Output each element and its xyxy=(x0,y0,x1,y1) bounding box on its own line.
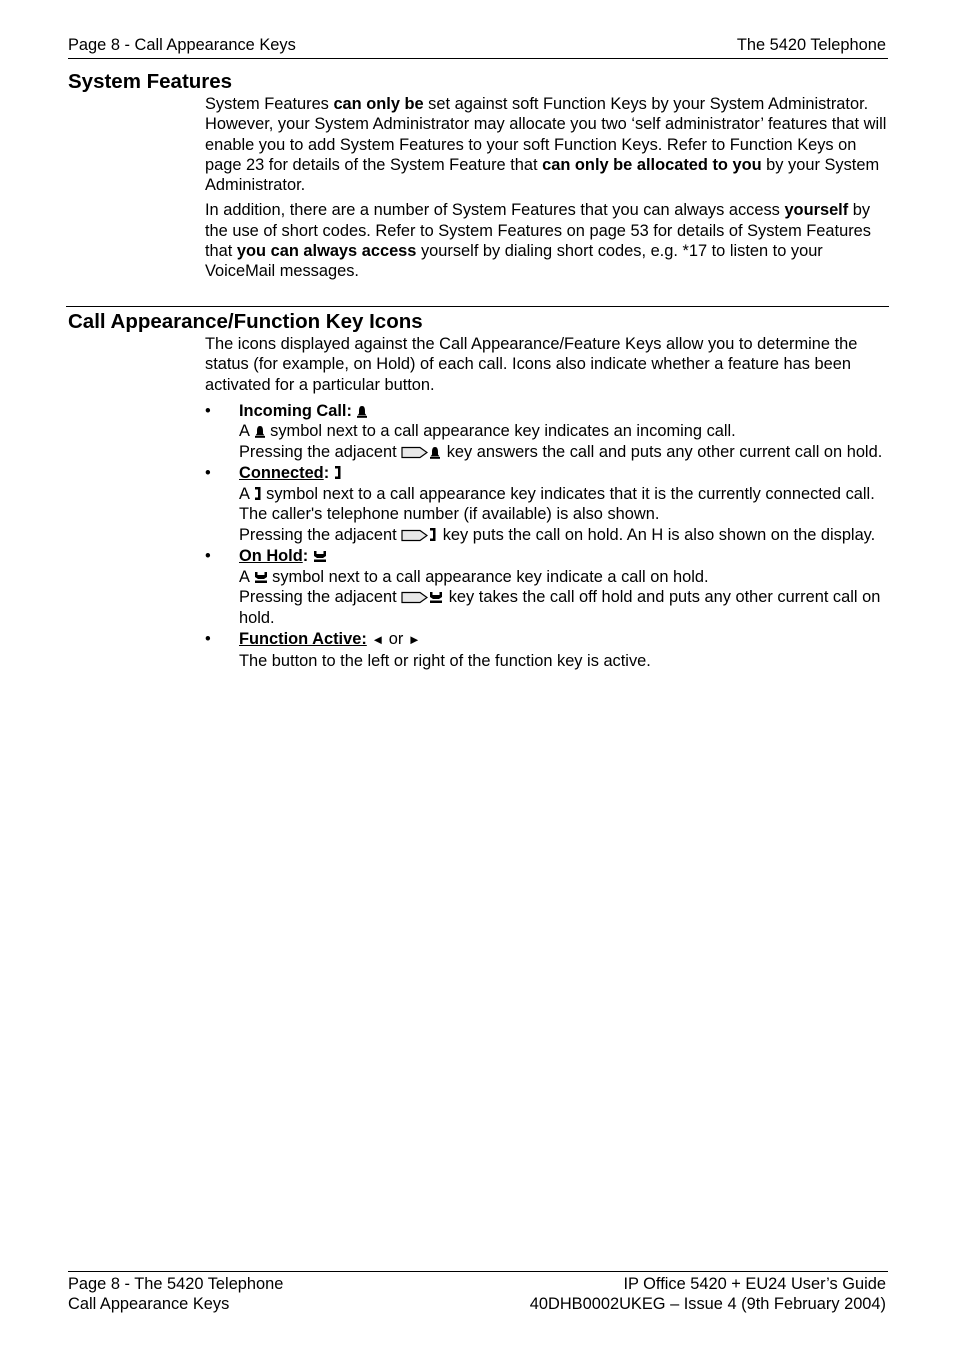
footer-right-2: 40DHB0002UKEG – Issue 4 (9th February 2004) xyxy=(529,1295,886,1313)
list-item-incoming-call: • Incoming Call: A symbol next to a call appearance key indicates an incoming call. Pressing the adjacent key answers the call and puts any other current call on hold. xyxy=(205,401,883,461)
list-item-connected: • Connected: A symbol next to a call appearance key indicates that it is the currently connected call. The caller's telephone number (if available) is also shown. Pressing the adjacent key puts the call on hold. An H is also shown on the display. xyxy=(205,464,876,544)
bullet: • xyxy=(205,401,211,420)
right-arrow-icon: ► xyxy=(407,632,421,648)
left-arrow-icon: ◄ xyxy=(371,632,385,648)
function-active-label: Function Active: xyxy=(239,630,367,649)
softkey-icon xyxy=(401,591,428,604)
bell-icon xyxy=(356,405,368,418)
section-divider xyxy=(66,306,889,307)
hold-icon xyxy=(428,591,444,604)
bullet: • xyxy=(205,464,211,483)
icon-list xyxy=(205,401,889,672)
incoming-call-label: Incoming Call: xyxy=(239,401,352,420)
icons-section-heading: Call Appearance/Function Key Icons xyxy=(68,310,423,333)
icons-intro: The icons displayed against the Call Appearance/Feature Keys allow you to determine the status (for example, on Hold) of each call. Icons also indicate whether a feature has been activated for a particular button. xyxy=(205,335,858,394)
handset-icon xyxy=(334,465,342,480)
system-features-paragraph-1: System Features can only be set against soft Function Keys by your System Administrator. However, your System Administrator may allocate you two ‘self administrator’ features that will enable you to add System Features to your soft Function Keys. Refer to Function Keys on page 23 for details of the System Feature that can only be allocated to you by your System Administrator. xyxy=(205,95,887,195)
connected-label: Connected xyxy=(239,464,324,483)
list-item-on-hold: • On Hold: A symbol next to a call appearance key indicate a call on hold. Pressing the adjacent key takes the call off hold and puts any other current call on hold. xyxy=(205,547,881,627)
icons-section-body xyxy=(205,334,889,672)
on-hold-label: On Hold xyxy=(239,547,303,566)
softkey-icon xyxy=(401,446,428,459)
system-features-paragraph-2: In addition, there are a number of System Features that you can always access yourself by the use of short codes. Refer to System Features on page 53 for details of System Features that you can always access yourself by dialing short codes, e.g. *17 to listen to your VoiceMail messages. xyxy=(205,201,871,281)
page-header xyxy=(68,36,888,59)
footer-right-1: IP Office 5420 + EU24 User’s Guide xyxy=(623,1275,886,1293)
handset-icon xyxy=(428,527,438,542)
hold-icon xyxy=(313,550,327,563)
hold-icon xyxy=(254,571,268,584)
bell-icon xyxy=(428,446,442,459)
bullet: • xyxy=(205,630,211,649)
footer-left-1: Page 8 - The 5420 Telephone xyxy=(68,1275,284,1293)
footer-left-2: Call Appearance Keys xyxy=(68,1295,230,1313)
softkey-icon xyxy=(401,529,428,542)
bell-icon xyxy=(254,425,266,438)
system-features-body xyxy=(205,94,889,282)
header-left: Page 8 - Call Appearance Keys xyxy=(68,36,296,54)
bullet: • xyxy=(205,547,211,566)
header-right: The 5420 Telephone xyxy=(736,36,886,54)
page-footer xyxy=(68,1271,888,1314)
handset-icon xyxy=(254,486,262,501)
list-item-function-active: • Function Active: ◄ or ► The button to the left or right of the function key is active. xyxy=(205,630,651,670)
system-features-heading: System Features xyxy=(68,70,233,93)
function-active-description: The button to the left or right of the function key is active. xyxy=(239,651,651,670)
